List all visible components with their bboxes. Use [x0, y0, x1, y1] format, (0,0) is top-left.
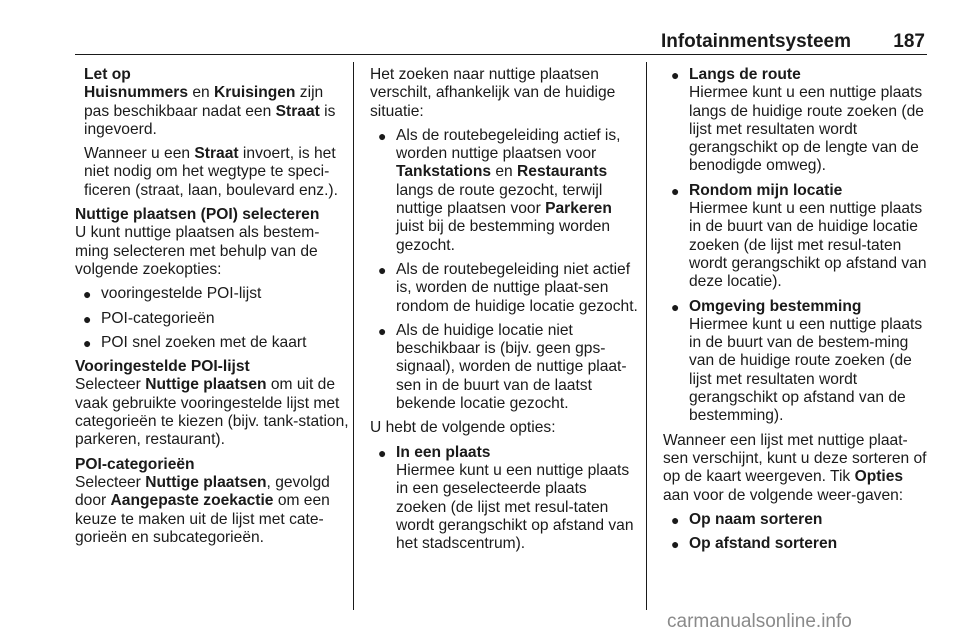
option-title: Langs de route — [689, 66, 801, 83]
column-2 — [370, 66, 638, 559]
text-run: Als de huidige locatie niet beschikbaar is (bijv. geen gps-signaal), worden de nuttige plaat-sen in de buurt van de laatst bekende locatie gezocht. — [396, 321, 627, 413]
list-item — [663, 182, 927, 292]
bold-term: Huisnummers — [84, 84, 188, 102]
section-heading-categories: POI-categorieën — [75, 455, 195, 473]
column-divider-1 — [353, 62, 354, 610]
bullet-icon: ● — [83, 286, 92, 303]
option-description: Hiermee kunt u een nuttige plaats in de buurt van de huidige locatie zoeken (de lijst met resul-taten wordt gerangschikt op afstand van deze locatie). — [689, 200, 927, 291]
note-title: Let op — [84, 66, 131, 83]
bullet-icon: ● — [378, 322, 387, 339]
bullet-icon: ● — [671, 536, 680, 553]
option-title: In een plaats — [396, 443, 491, 461]
bullet-icon: ● — [671, 67, 680, 83]
list-item — [370, 444, 638, 554]
page-title: Infotainmentsysteem — [660, 31, 851, 52]
column-divider-2 — [646, 62, 647, 610]
list-item — [75, 334, 350, 352]
text-run: invoert, is het niet nodig om het wegtype te speci-ficeren (straat, laan, boulevard enz.). — [84, 145, 338, 199]
option-description: Hiermee kunt u een nuttige plaats in een geselecteerde plaats zoeken (de lijst met resul-taten wordt gerangschikt op afstand van het stadscentrum). — [396, 461, 634, 553]
text-run: langs de route gezocht, terwijl nuttige plaatsen voor — [396, 181, 603, 218]
list-item — [663, 511, 927, 529]
bullet-icon: ● — [378, 444, 387, 461]
text-run: juist bij de bestemming worden gezocht. — [396, 218, 611, 254]
search-intro: Het zoeken naar nuttige plaatsen verschilt, afhankelijk van de huidige situatie: — [370, 66, 616, 120]
list-item — [663, 66, 927, 176]
bold-term: Opties — [854, 468, 904, 486]
column-1 — [75, 66, 350, 553]
sort-options-list — [663, 511, 927, 554]
text-run: Wanneer u een — [84, 145, 195, 163]
text-run: Wanneer een lijst met nuttige plaat-sen verschijnt, kunt u deze sorteren of op de kaart weergeven. Tik — [663, 431, 927, 486]
search-options-list-continued — [663, 66, 927, 426]
text-run: , gevolgd door — [75, 473, 330, 510]
options-intro: U hebt de volgende opties: — [370, 419, 556, 437]
list-item-text: POI-categorieën — [101, 309, 215, 327]
text-run: en — [491, 163, 518, 181]
preset-text — [75, 376, 350, 449]
text-run: en — [188, 84, 215, 102]
situations-list — [370, 127, 638, 413]
bullet-icon: ● — [378, 261, 387, 278]
list-item — [663, 298, 927, 426]
bold-term: Parkeren — [545, 200, 612, 218]
list-item — [370, 261, 638, 316]
bullet-icon: ● — [83, 334, 92, 351]
text-run: om uit de vaak gebruikte vooringestelde lijst met categorieën te kiezen (bijv. tank-station, parkeren, restaurant). — [75, 376, 349, 449]
bullet-icon: ● — [378, 127, 387, 144]
text-run: is ingevoerd. — [84, 102, 336, 138]
list-item — [370, 322, 638, 413]
list-item-text: POI snel zoeken met de kaart — [101, 333, 307, 351]
search-options-list — [370, 444, 638, 554]
list-item — [75, 310, 350, 328]
bullet-icon: ● — [83, 310, 92, 327]
text-run: Selecteer — [75, 473, 146, 491]
poi-intro: U kunt nuttige plaatsen als bestem-ming selecteren met behulp van de volgende zoekopties: — [75, 224, 320, 278]
list-item — [370, 127, 638, 255]
option-description: Hiermee kunt u een nuttige plaats langs de huidige route zoeken (de lijst met resultaten wordt gerangschikt op de lengte van de benodigde omweg). — [689, 84, 924, 175]
list-item — [663, 535, 927, 553]
text-run: om een keuze te maken uit de lijst met cate-gorieën en subcategorieën. — [75, 492, 330, 546]
poi-options-list — [75, 285, 350, 352]
bullet-icon: ● — [671, 511, 680, 528]
sort-text — [663, 432, 927, 505]
bullet-icon: ● — [671, 182, 680, 199]
text-run: Als de routebegeleiding actief is, worden nuttige plaatsen voor — [396, 126, 621, 163]
page-header — [75, 28, 927, 55]
list-item-text: vooringestelde POI-lijst — [101, 285, 262, 303]
page-number: 187 — [893, 31, 925, 52]
section-heading-poi: Nuttige plaatsen (POI) selecteren — [75, 206, 320, 224]
bold-term: Kruisingen — [214, 84, 296, 102]
text-run: Selecteer — [75, 376, 146, 394]
bullet-icon: ● — [671, 298, 680, 315]
text-run: Als de routebegeleiding niet actief is, worden de nuttige plaat-sen rondom de huidige locatie gezocht. — [396, 260, 638, 315]
bold-term: Aangepaste zoekactie — [110, 492, 274, 510]
list-item-text: Op naam sorteren — [689, 510, 823, 528]
bold-term: Restaurants — [517, 163, 608, 181]
option-title: Rondom mijn locatie — [689, 181, 843, 199]
note-paragraph-1 — [84, 84, 350, 139]
option-description: Hiermee kunt u een nuttige plaats in de buurt van de bestem-ming van de huidige route zoeken (de lijst met resultaten wordt gerangschikt op afstand van de bestemming). — [689, 315, 923, 425]
watermark: carmanualsonline.info — [667, 611, 852, 632]
note-paragraph-2 — [84, 145, 350, 200]
bold-term: Tankstations — [396, 163, 492, 181]
list-item-text: Op afstand sorteren — [689, 535, 838, 553]
text-run: zijn pas beschikbaar nadat een — [84, 84, 324, 120]
bold-term: Straat — [194, 145, 239, 163]
text-run: aan voor de volgende weer-gaven: — [663, 486, 904, 504]
option-title: Omgeving bestemming — [689, 297, 862, 315]
note-box — [75, 66, 350, 200]
section-heading-preset: Vooringestelde POI-lijst — [75, 358, 250, 376]
list-item — [75, 285, 350, 303]
categories-text — [75, 474, 350, 547]
column-3 — [663, 66, 927, 559]
bold-term: Nuttige plaatsen — [145, 473, 267, 491]
bold-term: Nuttige plaatsen — [145, 376, 267, 394]
bold-term: Straat — [275, 102, 320, 120]
